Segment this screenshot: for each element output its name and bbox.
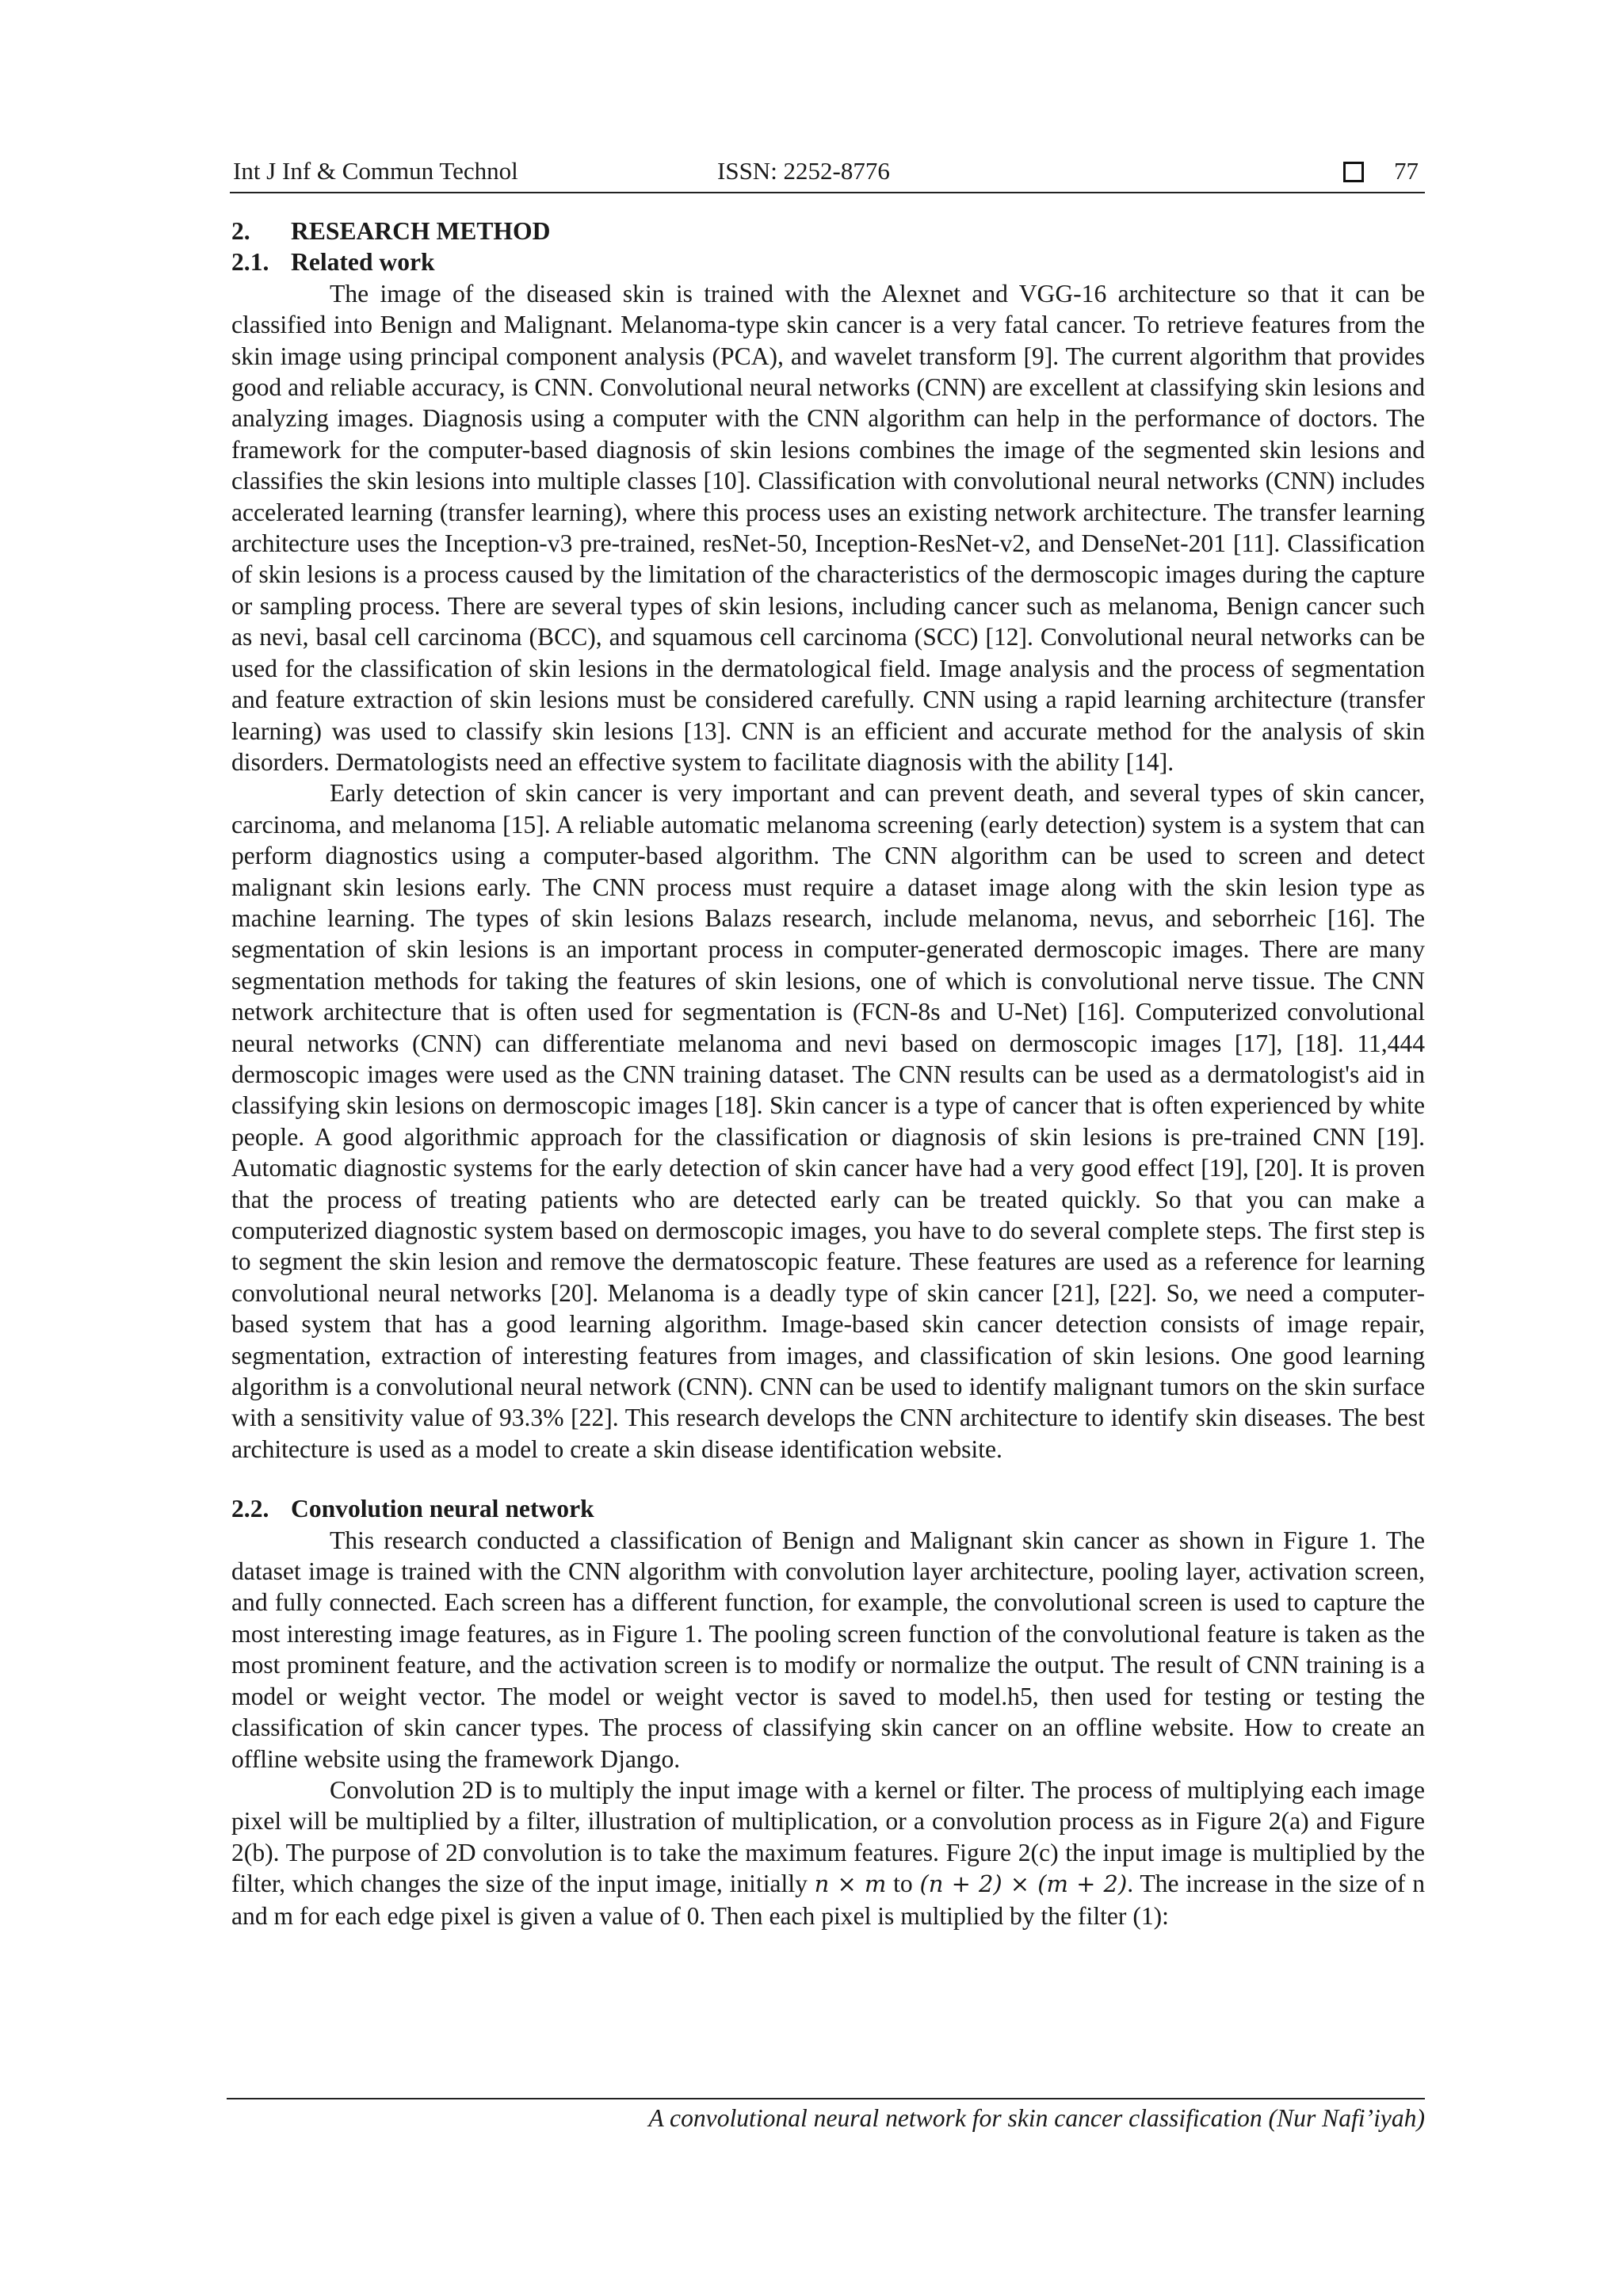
paragraph-with-math: [231, 1775, 1425, 1931]
journal-name: Int J Inf & Commun Technol: [233, 157, 518, 185]
paragraph-text: . The increase in the size of n and m for each edge pixel is given a value of 0. Then each pixel is multiplied by the filter (1):: [231, 1870, 1425, 1930]
math-expression: (n + 2) × (m + 2): [919, 1870, 1128, 1898]
paragraph-text: Convolution 2D is to multiply the input image with a kernel or filter. The process of multiplying each image pixel will be multiplied by a filter, illustration of multiplication, or a convolution process as in Figure 2(a) and Figure 2(b). The purpose of 2D convolution is to take the maximum features. Figure 2(c) the input image is multiplied by the filter, which changes the size of the input image, initially: [231, 1775, 1425, 1898]
running-footer: A convolutional neural network for skin cancer classification (Nur Nafi’iyah): [648, 2104, 1425, 2132]
subsection-title: Related work: [291, 248, 435, 277]
page-number: 77: [1394, 157, 1419, 185]
math-expression: n × m: [814, 1870, 887, 1898]
section-heading: [231, 216, 1425, 246]
paragraph: Early detection of skin cancer is very important and can prevent death, and several types of skin cancer, carcinoma, and melanoma [15]. A reliable automatic melanoma screening (early detection) system is a system that can perform diagnostics using a computer-based algorithm. The CNN algorithm can be used to screen and detect malignant skin lesions early. The CNN process must require a dataset image along with the skin lesion type as machine learning. The types of skin lesions Balazs research, include melanoma, nevus, and seborrheic [16]. The segmentation of skin lesions is an important process in computer-generated dermoscopic images. There are many segmentation methods for taking the features of skin lesions, one of which is convolutional nerve tissue. The CNN network architecture that is often used for segmentation is (FCN-8s and U-Net) [16]. Computerized convolutional neural networks (CNN) can differentiate melanoma and nevi based on dermoscopic images [17], [18]. 11,444 dermoscopic images were used as the CNN training dataset. The CNN results can be used as a dermatologist's aid in classifying skin lesions on dermoscopic images [18]. Skin cancer is a type of cancer that is often experienced by white people. A good algorithmic approach for the classification or diagnosis of skin lesions is pre-trained CNN [19]. Automatic diagnostic systems for the early detection of skin cancer have had a very good effect [19], [20]. It is proven that the process of treating patients who are detected early can be treated quickly. So that you can make a computerized diagnostic system based on dermoscopic images, you have to do several complete steps. The first step is to segment the skin lesion and remove the dermatoscopic feature. These features are used as a reference for learning convolutional neural networks [20]. Melanoma is a deadly type of skin cancer [21], [22]. So, we need a computer-based system that has a good learning algorithm. Image-based skin cancer detection consists of image repair, segmentation, extraction of interesting features from images, and classification of skin lesions. One good learning algorithm is a convolutional neural network (CNN). CNN can be used to identify malignant tumors on the skin surface with a sensitivity value of 93.3% [22]. This research develops the CNN architecture to identify skin diseases. The best architecture is used as a model to create a skin disease identification website.: [231, 779, 1425, 1463]
square-box-icon: [1343, 162, 1364, 182]
section-title: RESEARCH METHOD: [291, 217, 551, 245]
issn: ISSN: 2252-8776: [717, 157, 890, 185]
subsection-number: 2.2.: [231, 1495, 269, 1523]
paragraph-text: to: [893, 1870, 913, 1898]
footer-rule: [227, 2098, 1425, 2099]
subsection-heading-cnn: [231, 1493, 1425, 1524]
main-content: [231, 216, 1425, 1931]
section-gap: [231, 1465, 1425, 1493]
section-number: 2.: [231, 217, 250, 245]
page-header: [230, 155, 1425, 193]
paragraph: This research conducted a classification of Benign and Malignant skin cancer as shown in Figure 1. The dataset image is trained with the CNN algorithm with convolution layer architecture, pooling layer, activation screen, and fully connected. Each screen has a different function, for example, the convolutional screen is used to capture the most interesting image features, as in Figure 1. The pooling screen function of the convolutional feature is taken as the most prominent feature, and the activation screen is to modify or normalize the output. The result of CNN training is a model or weight vector. The model or weight vector is saved to model.h5, then used for testing or testing the classification of skin cancer types. The process of classifying skin cancer on an offline website. How to create an offline website using the framework Django.: [231, 1526, 1425, 1773]
subsection-title: Convolution neural network: [291, 1495, 594, 1523]
paragraph: The image of the diseased skin is trained with the Alexnet and VGG-16 architecture so that it can be classified into Benign and Malignant. Melanoma-type skin cancer is a very fatal cancer. To retrieve features from the skin image using principal component analysis (PCA), and wavelet transform [9]. The current algorithm that provides good and reliable accuracy, is CNN. Convolutional neural networks (CNN) are excellent at classifying skin lesions and analyzing images. Diagnosis using a computer with the CNN algorithm can help in the performance of doctors. The framework for the computer-based diagnosis of skin lesions combines the image of the segmented skin lesions and classifies the skin lesions into multiple classes [10]. Classification with convolutional neural networks (CNN) includes accelerated learning (transfer learning), where this process uses an existing network architecture. The transfer learning architecture uses the Inception-v3 pre-trained, resNet-50, Inception-ResNet-v2, and DenseNet-201 [11]. Classification of skin lesions is a process caused by the limitation of the characteristics of the dermoscopic images during the capture or sampling process. There are several types of skin lesions, including cancer such as melanoma, Benign cancer such as nevi, basal cell carcinoma (BCC), and squamous cell carcinoma (SCC) [12]. Convolutional neural networks can be used for the classification of skin lesions in the dermatological field. Image analysis and the process of segmentation and feature extraction of skin lesions must be considered carefully. CNN using a rapid learning architecture (transfer learning) was used to classify skin lesions [13]. CNN is an efficient and accurate method for the analysis of skin disorders. Dermatologists need an effective system to facilitate diagnosis with the ability [14].: [231, 279, 1425, 776]
subsection-number: 2.1.: [231, 248, 269, 277]
subsection-heading-related-work: [231, 246, 1425, 277]
